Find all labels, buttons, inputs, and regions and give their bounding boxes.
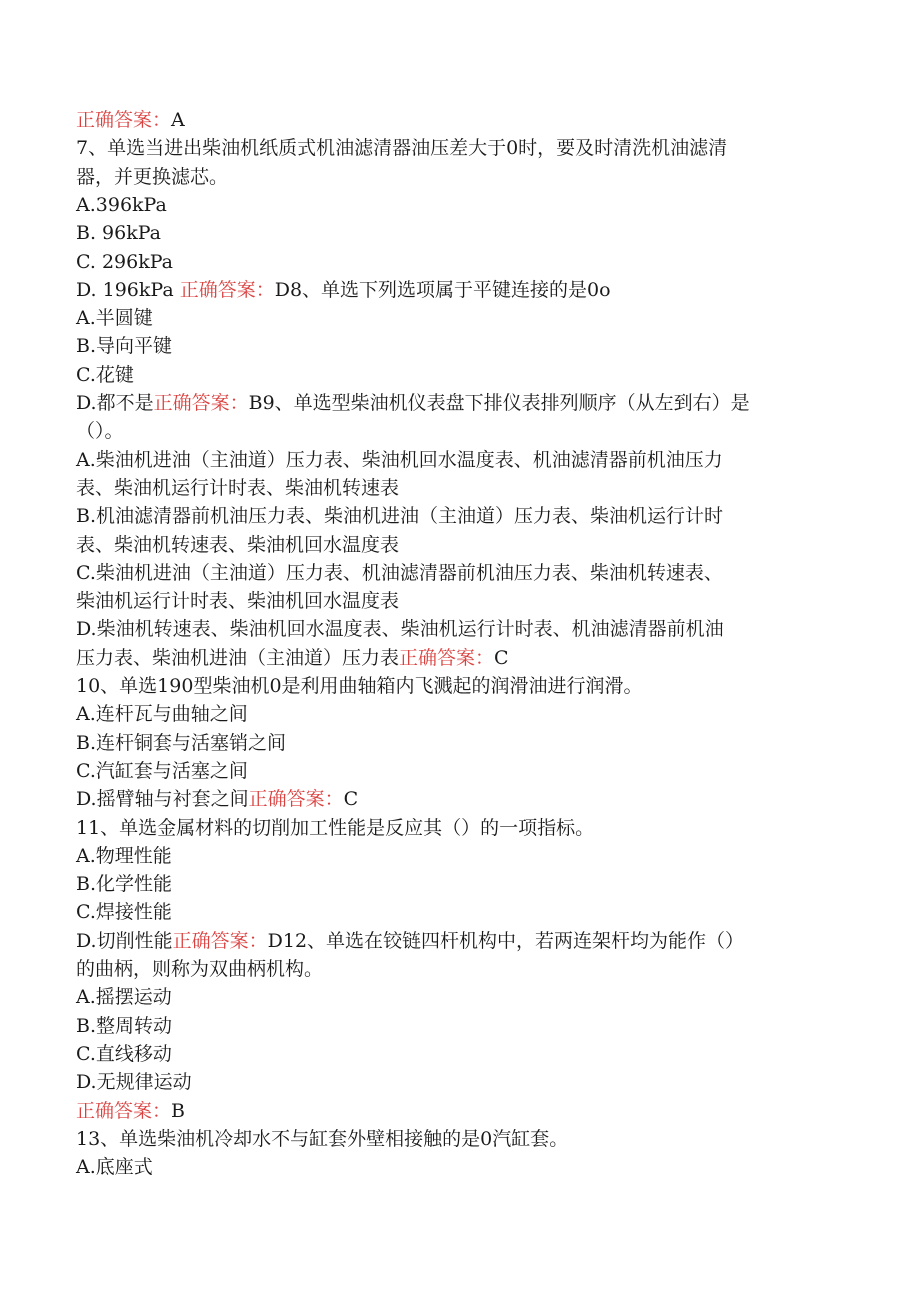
- answer-label: 正确答案：: [172, 929, 268, 952]
- line-text: （）。: [76, 420, 124, 443]
- line-text: 的曲柄，则称为双曲柄机构。: [76, 958, 324, 980]
- line-text: B. 96kPa: [76, 222, 161, 245]
- text-line: [76, 814, 846, 842]
- line-text: 表、柴油机运行计时表、柴油机转速表: [76, 476, 400, 499]
- text-line: [76, 1040, 846, 1068]
- text-line: [76, 955, 846, 983]
- text-line: [76, 1097, 846, 1125]
- line-text: A.396kPa: [76, 193, 167, 216]
- text-line: [76, 191, 846, 219]
- answer-label: 正确答案：: [76, 109, 172, 131]
- answer-label: 正确答案：: [399, 646, 495, 669]
- line-text: B.整周转动: [76, 1014, 173, 1037]
- text-line: [76, 927, 846, 955]
- line-text: D.柴油机转速表、柴油机回水温度表、柴油机运行计时表、机油滤清器前机油: [76, 618, 724, 641]
- line-text: C.柴油机进油（主油道）压力表、机油滤清器前机油压力表、柴油机转速表、: [76, 561, 723, 584]
- text-line: [76, 1153, 846, 1181]
- line-text: 11、单选金属材料的切削加工性能是反应其（）的一项指标。: [76, 816, 595, 839]
- line-text: D.无规律运动: [76, 1071, 192, 1094]
- text-line: [76, 276, 846, 304]
- line-text: A.半圆键: [76, 307, 153, 330]
- line-text: C.直线移动: [76, 1042, 172, 1065]
- line-text: B.化学性能: [76, 873, 173, 896]
- line-text: A.底座式: [76, 1156, 153, 1179]
- line-text: 表、柴油机转速表、柴油机回水温度表: [76, 533, 400, 556]
- text-line: [76, 672, 846, 700]
- text-line: [76, 785, 846, 813]
- text-line: [76, 502, 846, 530]
- line-text: 13、单选柴油机冷却水不与缸套外壁相接触的是0汽缸套。: [76, 1127, 569, 1150]
- line-text: C.花键: [76, 363, 134, 386]
- line-text: B9、单选型柴油机仪表盘下排仪表排列顺序（从左到右）是: [248, 392, 750, 414]
- text-line: [76, 757, 846, 785]
- text-line: [76, 134, 846, 162]
- line-text: D.都不是: [76, 392, 154, 414]
- text-line: [76, 644, 846, 672]
- line-text: A.柴油机进油（主油道）压力表、柴油机回水温度表、机油滤清器前机油压力: [76, 448, 723, 471]
- line-text: A.摇摆运动: [76, 986, 172, 1009]
- line-text: D. 196kPa: [76, 278, 180, 301]
- line-text: D.切削性能: [76, 929, 173, 952]
- answer-label: 正确答案：: [179, 278, 275, 301]
- line-text: B.机油滤清器前机油压力表、柴油机进油（主油道）压力表、柴油机运行计时: [76, 505, 724, 528]
- line-text: 压力表、柴油机进油（主油道）压力表: [76, 646, 400, 669]
- text-line: [76, 248, 846, 276]
- text-line: [76, 1068, 846, 1096]
- text-line: [76, 446, 846, 474]
- line-text: D12、单选在铰链四杆机构中，若两连架杆均为能作（）: [267, 929, 745, 952]
- line-text: D.摇臂轴与衬套之间: [76, 788, 249, 811]
- line-text: D8、单选下列选项属于平键连接的是0o: [274, 278, 611, 301]
- text-line: [76, 615, 846, 643]
- answer-label: 正确答案：: [76, 1099, 172, 1122]
- text-line: [76, 870, 846, 898]
- text-line: [76, 1125, 846, 1153]
- line-text: 柴油机运行计时表、柴油机回水温度表: [76, 590, 400, 613]
- line-text: C: [494, 646, 509, 669]
- text-line: [76, 163, 846, 191]
- text-line: [76, 219, 846, 247]
- text-line: [76, 474, 846, 502]
- text-line: [76, 361, 846, 389]
- text-line: [76, 304, 846, 332]
- text-line: [76, 700, 846, 728]
- text-line: [76, 389, 846, 417]
- line-text: B.导向平键: [76, 335, 173, 358]
- text-line: [76, 729, 846, 757]
- line-text: A.连杆瓦与曲轴之间: [76, 703, 248, 726]
- line-text: B: [171, 1099, 185, 1122]
- text-line: [76, 587, 846, 615]
- text-line: [76, 1012, 846, 1040]
- line-text: A: [171, 109, 185, 131]
- text-line: [76, 531, 846, 559]
- line-text: 10、单选190型柴油机0是利用曲轴箱内飞溅起的润滑油进行润滑。: [76, 675, 643, 697]
- text-line: [76, 417, 846, 445]
- line-text: 器，并更换滤芯。: [76, 165, 229, 188]
- text-line: [76, 559, 846, 587]
- line-text: 7、单选当进出柴油机纸质式机油滤清器油压差大于0时，要及时清洗机油滤清: [76, 137, 728, 160]
- line-text: A.物理性能: [76, 844, 172, 867]
- text-line: [76, 898, 846, 926]
- line-text: C.汽缸套与活塞之间: [76, 759, 248, 782]
- text-line: [76, 332, 846, 360]
- text-line: [76, 983, 846, 1011]
- answer-label: 正确答案：: [153, 392, 249, 414]
- text-line: [76, 842, 846, 870]
- answer-label: 正确答案：: [248, 788, 344, 811]
- line-text: C: [343, 788, 359, 811]
- line-text: C. 296kPa: [76, 250, 173, 273]
- line-text: B.连杆铜套与活塞销之间: [76, 731, 287, 754]
- line-text: C.焊接性能: [76, 901, 172, 924]
- text-line: [76, 106, 846, 134]
